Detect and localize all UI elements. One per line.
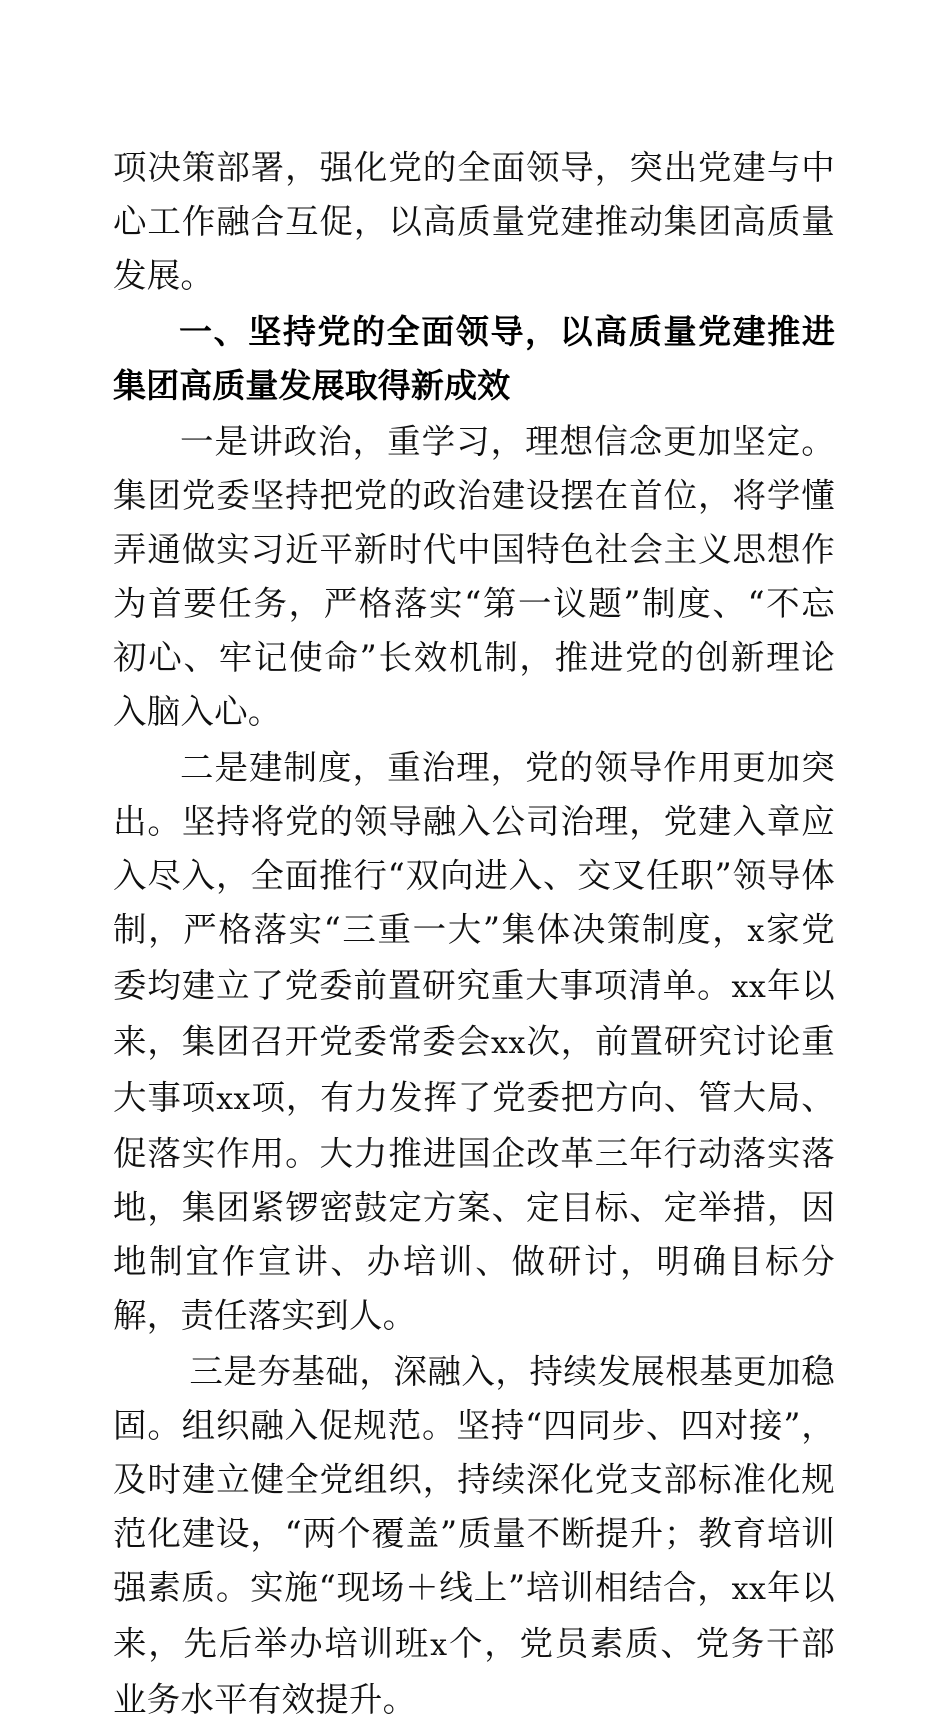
paragraph-continuation: 项决策部署，强化党的全面领导，突出党建与中心工作融合互促，以高质量党建推动集团高质量发展。	[113, 148, 835, 295]
paragraph-point-two: 二是建制度，重治理，党的领导作用更加突出。坚持将党的领导融入公司治理，党建入章应入尽入，全面推行“双向进入、交叉任职”领导体制，严格落实“三重一大”集体决策制度，x家党委均建立了党委前置研究重大事项清单。xx年以来，集团召开党委常委会xx次，前置研究讨论重大事项xx项，有力发挥了党委把方向、管大局、促落实作用。大力推进国企改革三年行动落实落地，集团紧锣密鼓定方案、定目标、定举措，因地制宜作宣讲、办培训、做研讨，明确目标分解，责任落实到人。	[113, 748, 835, 1335]
paragraph-point-three: 三是夯基础，深融入，持续发展根基更加稳固。组织融入促规范。坚持“四同步、四对接”，及时建立健全党组织，持续深化党支部标准化规范化建设，“两个覆盖”质量不断提升；教育培训强素质。实施“现场＋线上”培训相结合，xx年以来，先后举办培训班x个，党员素质、党务干部业务水平有效提升。	[113, 1352, 835, 1719]
section-heading-one: 一、坚持党的全面领导，以高质量党建推进集团高质量发展取得新成效	[113, 312, 835, 405]
paragraph-point-one: 一是讲政治，重学习，理想信念更加坚定。集团党委坚持把党的政治建设摆在首位，将学懂弄通做实习近平新时代中国特色社会主义思想作为首要任务，严格落实“第一议题”制度、“不忘初心、牢记使命”长效机制，推进党的创新理论入脑入心。	[113, 422, 835, 731]
document-text-column	[113, 141, 835, 1727]
